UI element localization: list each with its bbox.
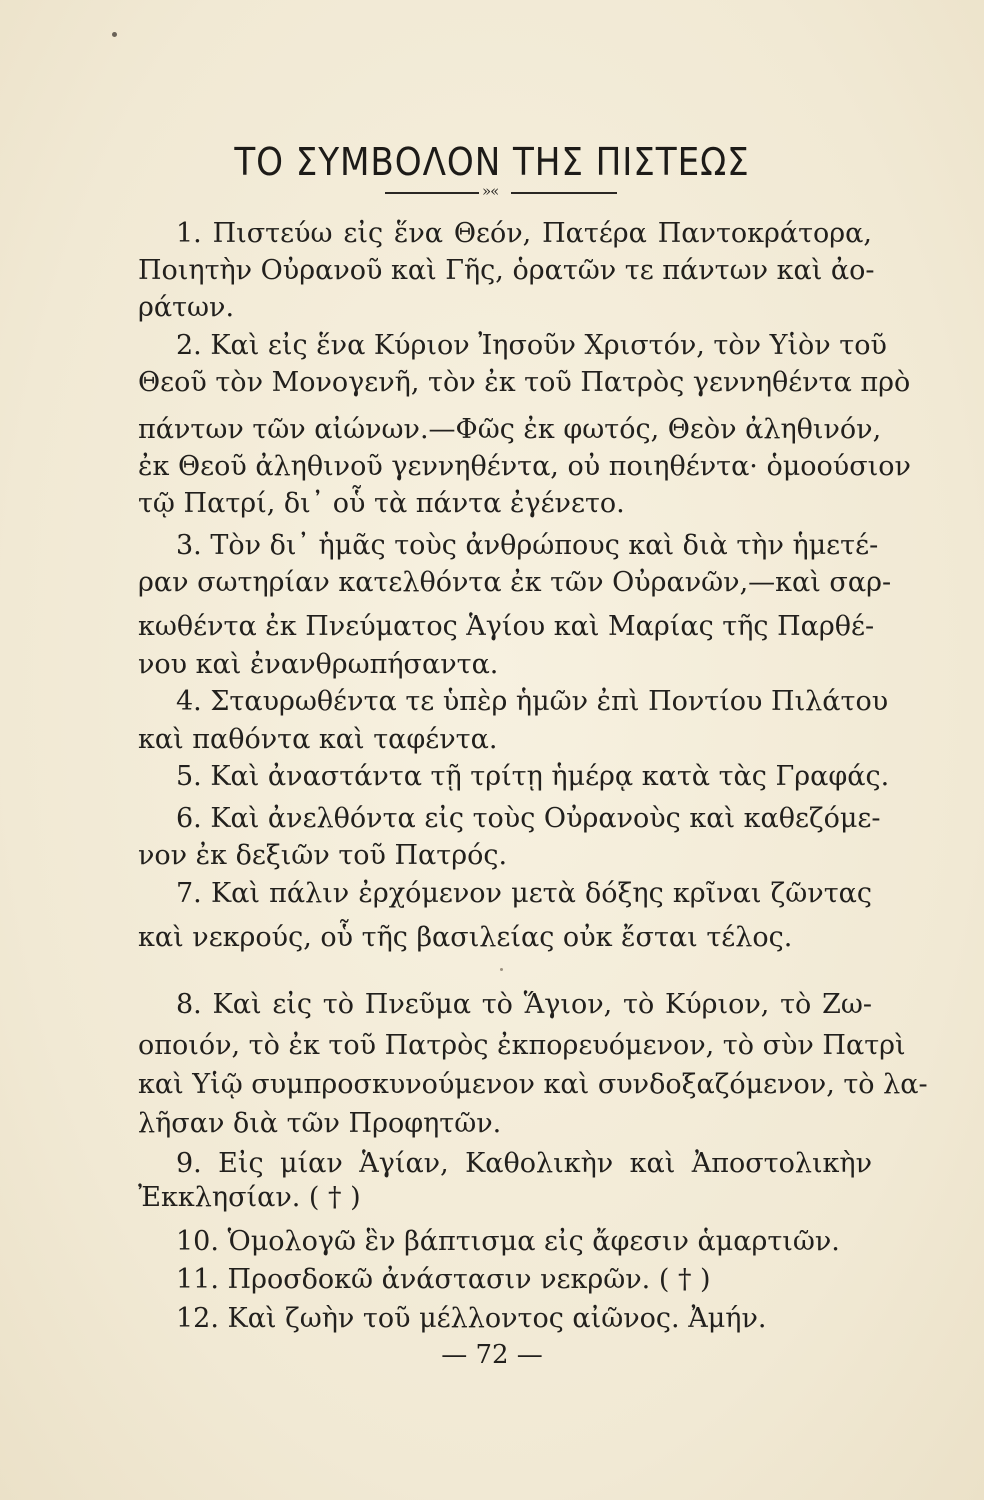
text-line: καὶ Υἱῷ συμπροσκυνούμενον καὶ συνδοξαζόμενον, τὸ λα-: [138, 1069, 928, 1100]
text-line: ραν σωτηρίαν κατελθόντα ἐκ τῶν Οὐρανῶν,—καὶ σαρ-: [138, 567, 892, 598]
title-ornament: [385, 184, 617, 200]
text-line: πάντων τῶν αἰώνων.—Φῶς ἐκ φωτός, Θεὸν ἀληθινόν,: [138, 414, 882, 445]
text-line: Ἐκκλησίαν. ( † ): [138, 1182, 361, 1213]
text-line: 10. Ὁμολογῶ ἓν βάπτισμα εἰς ἄφεσιν ἁμαρτιῶν.: [176, 1226, 840, 1257]
text-line: τῷ Πατρί, δι᾽ οὗ τὰ πάντα ἐγένετο.: [138, 488, 625, 519]
text-line: 9. Εἰς μίαν Ἁγίαν, Καθολικὴν καὶ Ἀποστολικὴν: [176, 1148, 872, 1179]
text-line: νου καὶ ἐνανθρωπήσαντα.: [138, 649, 499, 680]
text-line: κωθέντα ἐκ Πνεύματος Ἁγίου καὶ Μαρίας τῆς Παρθέ-: [138, 611, 875, 642]
text-line: 8. Καὶ εἰς τὸ Πνεῦμα τὸ Ἅγιον, τὸ Κύριον, τὸ Ζω-: [176, 989, 872, 1020]
text-line: 7. Καὶ πάλιν ἐρχόμενον μετὰ δόξης κρῖναι ζῶντας: [176, 878, 872, 909]
text-line: Ποιητὴν Οὐρανοῦ καὶ Γῆς, ὁρατῶν τε πάντων καὶ ἀο-: [138, 255, 875, 286]
page-number: — 72 —: [441, 1340, 543, 1370]
text-line: 11. Προσδοκῶ ἀνάστασιν νεκρῶν. ( † ): [176, 1264, 711, 1295]
text-line: νον ἐκ δεξιῶν τοῦ Πατρός.: [138, 840, 508, 871]
ink-speck: [500, 968, 503, 971]
text-line: ἐκ Θεοῦ ἀληθινοῦ γεννηθέντα, οὐ ποιηθέντα· ὁμοούσιον: [138, 451, 911, 482]
text-line: 6. Καὶ ἀνελθόντα εἰς τοὺς Οὐρανοὺς καὶ καθεζόμε-: [176, 803, 881, 834]
text-line: 4. Σταυρωθέντα τε ὑπὲρ ἡμῶν ἐπὶ Ποντίου Πιλάτου: [176, 686, 889, 717]
text-line: ράτων.: [138, 292, 235, 323]
text-line: καὶ νεκρούς, οὗ τῆς βασιλείας οὐκ ἔσται τέλος.: [138, 922, 793, 953]
text-line: 2. Καὶ εἰς ἕνα Κύριον Ἰησοῦν Χριστόν, τὸν Υἱὸν τοῦ: [176, 330, 887, 361]
text-line: καὶ παθόντα καὶ ταφέντα.: [138, 724, 498, 755]
text-line: 5. Καὶ ἀναστάντα τῇ τρίτῃ ἡμέρᾳ κατὰ τὰς Γραφάς.: [176, 761, 890, 792]
ornament-glyph: »«: [482, 182, 499, 200]
text-line: 3. Τὸν δι᾽ ἡμᾶς τοὺς ἀνθρώπους καὶ διὰ τὴν ἡμετέ-: [176, 530, 879, 561]
text-line: 12. Καὶ ζωὴν τοῦ μέλλοντος αἰῶνος. Ἀμήν.: [176, 1303, 767, 1334]
page-title: ΤΟ ΣΥΜΒΟΛΟΝ ΤΗΣ ΠΙΣΤΕΩΣ: [234, 140, 750, 184]
text-line: 1. Πιστεύω εἰς ἕνα Θεόν, Πατέρα Παντοκράτορα,: [176, 218, 872, 249]
text-line: Θεοῦ τὸν Μονογενῆ, τὸν ἐκ τοῦ Πατρὸς γεννηθέντα πρὸ: [138, 367, 911, 398]
ink-speck: [112, 32, 117, 37]
text-line: οποιόν, τὸ ἐκ τοῦ Πατρὸς ἐκπορευόμενον, τὸ σὺν Πατρὶ: [138, 1030, 906, 1061]
text-line: λῆσαν διὰ τῶν Προφητῶν.: [138, 1108, 502, 1139]
